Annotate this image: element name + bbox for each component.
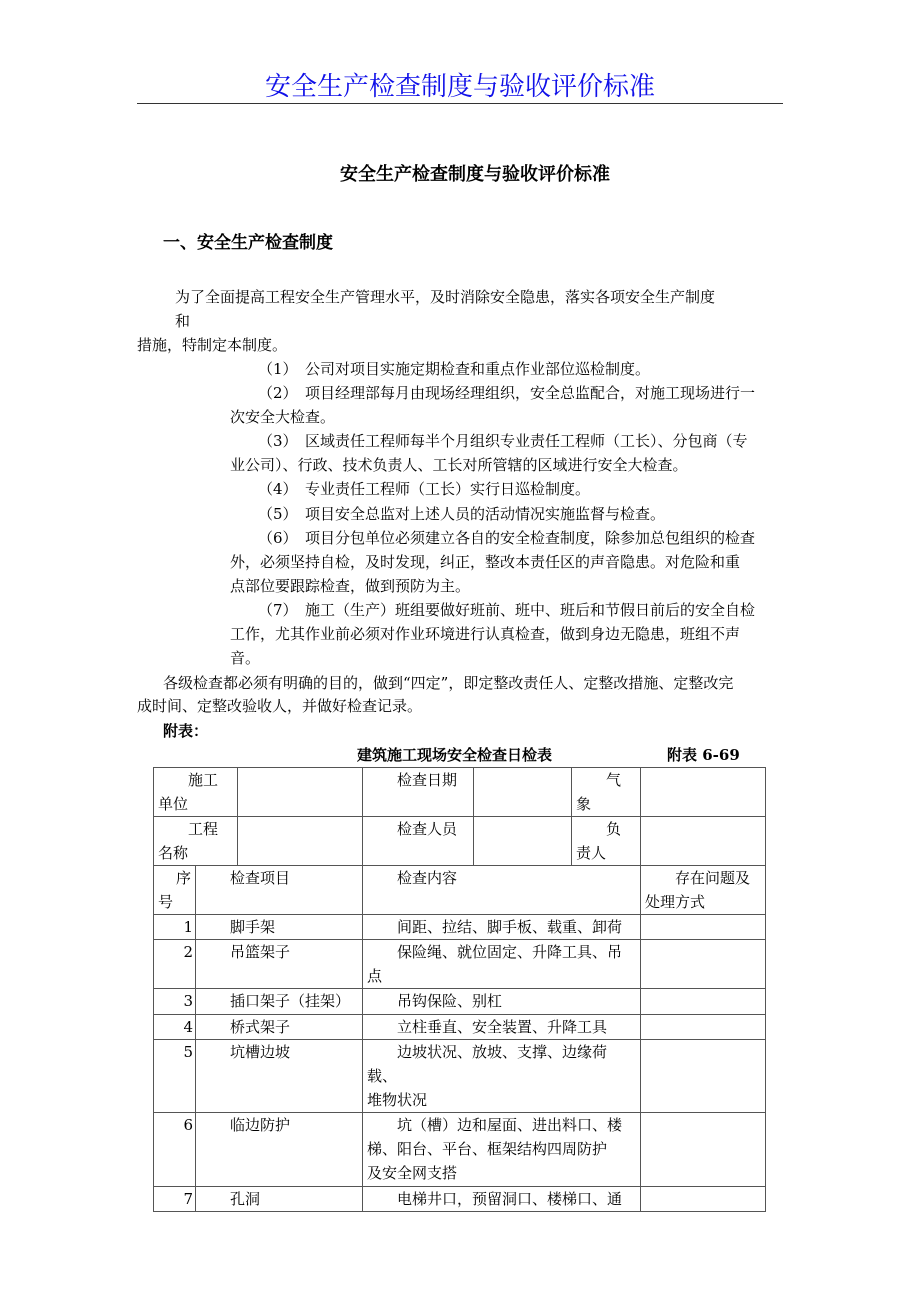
item-line: （3） 区域责任工程师每半个月组织专业责任工程师（工长）、分包商（专	[258, 432, 748, 450]
item-line: 外，必须坚持自检，及时发现，纠正，整改本责任区的声音隐患。对危险和重	[230, 553, 741, 571]
row-item: 脚手架	[196, 915, 363, 940]
item-line: （6） 项目分包单位必须建立各自的安全检查制度，除参加总包组织的检查	[258, 529, 756, 547]
row-content: 保险绳、就位固定、升降工具、吊 点	[363, 940, 641, 989]
item-line: （5） 项目安全总监对上述人员的活动情况实施监督与检查。	[258, 505, 666, 523]
intro-line: 和	[175, 312, 191, 330]
item-line: 次安全大检查。	[230, 408, 336, 426]
row-no: 3	[154, 989, 196, 1015]
intro-line: 措施，特制定本制度。	[137, 336, 288, 354]
document-title: 安全生产检查制度与验收评价标准	[340, 164, 610, 185]
header-item: 检查项目	[196, 866, 363, 915]
table-row	[154, 915, 766, 940]
item-line: （7） 施工（生产）班组要做好班前、班中、班后和节假日前后的安全自检	[258, 601, 756, 619]
header-no: 序 号	[154, 866, 196, 915]
item-line: 工作，尤其作业前必须对作业环境进行认真检查，做到身边无隐患，班组不声	[230, 625, 741, 643]
row-item: 桥式架子	[196, 1015, 363, 1040]
section-heading: 一、安全生产检查制度	[163, 233, 333, 253]
row-no: 7	[154, 1187, 196, 1212]
row-no: 2	[154, 940, 196, 989]
row-item: 孔洞	[196, 1187, 363, 1212]
item-line: 音。	[230, 649, 261, 667]
row-no: 1	[154, 915, 196, 940]
value-responsible[interactable]	[641, 817, 766, 866]
row-issue[interactable]	[641, 940, 766, 989]
row-issue[interactable]	[641, 989, 766, 1015]
appendix-label: 附表：	[163, 722, 209, 740]
row-item: 吊篮架子	[196, 940, 363, 989]
row-issue[interactable]	[641, 1187, 766, 1212]
row-issue[interactable]	[641, 915, 766, 940]
row-no: 5	[154, 1040, 196, 1113]
table-row	[154, 1113, 766, 1187]
row-issue[interactable]	[641, 1015, 766, 1040]
closing-line: 各级检查都必须有明确的目的，做到“四定”，即定整改责任人、定整改措施、定整改完	[163, 674, 734, 692]
label-date: 检查日期	[363, 768, 474, 817]
item-line: （2） 项目经理部每月由现场经理组织，安全总监配合，对施工现场进行一	[258, 384, 756, 402]
row-no: 4	[154, 1015, 196, 1040]
row-content: 立柱垂直、安全装置、升降工具	[363, 1015, 641, 1040]
table-row	[154, 1187, 766, 1212]
header-content: 检查内容	[363, 866, 641, 915]
label-unit: 施工 单位	[154, 768, 238, 817]
label-responsible: 负 责人	[572, 817, 641, 866]
inspection-table	[153, 767, 766, 1212]
row-content: 电梯井口，预留洞口、楼梯口、通	[363, 1187, 641, 1212]
item-line: （1） 公司对项目实施定期检查和重点作业部位巡检制度。	[258, 360, 651, 378]
row-no: 6	[154, 1113, 196, 1187]
row-issue[interactable]	[641, 1113, 766, 1187]
table-ref: 附表 6-69	[667, 746, 740, 764]
value-inspector[interactable]	[474, 817, 572, 866]
value-weather[interactable]	[641, 768, 766, 817]
row-content: 坑（槽）边和屋面、进出料口、楼 梯、阳台、平台、框架结构四周防护 及安全网支搭	[363, 1113, 641, 1187]
row-item: 坑槽边坡	[196, 1040, 363, 1113]
label-inspector: 检查人员	[363, 817, 474, 866]
value-date[interactable]	[474, 768, 572, 817]
table-caption: 建筑施工现场安全检查日检表	[357, 746, 553, 764]
item-line: （4） 专业责任工程师（工长）实行日巡检制度。	[258, 480, 591, 498]
row-content: 边坡状况、放坡、支撑、边缘荷载、 堆物状况	[363, 1040, 641, 1113]
header-rule	[137, 103, 783, 104]
table-row	[154, 989, 766, 1015]
row-content: 吊钩保险、别杠	[363, 989, 641, 1015]
label-project: 工程 名称	[154, 817, 238, 866]
intro-line: 为了全面提高工程安全生产管理水平，及时消除安全隐患，落实各项安全生产制度	[175, 288, 716, 306]
header-title: 安全生产检查制度与验收评价标准	[264, 72, 655, 102]
value-unit[interactable]	[238, 768, 363, 817]
closing-line: 成时间、定整改验收人，并做好检查记录。	[137, 697, 423, 715]
row-item: 插口架子（挂架）	[196, 989, 363, 1015]
label-weather: 气 象	[572, 768, 641, 817]
table-row	[154, 1040, 766, 1113]
item-line: 点部位要跟踪检查，做到预防为主。	[230, 577, 471, 595]
row-content: 间距、拉结、脚手板、载重、卸荷	[363, 915, 641, 940]
table-row	[154, 1015, 766, 1040]
value-project[interactable]	[238, 817, 363, 866]
row-issue[interactable]	[641, 1040, 766, 1113]
row-item: 临边防护	[196, 1113, 363, 1187]
header-issue: 存在问题及 处理方式	[641, 866, 766, 915]
table-row	[154, 940, 766, 989]
item-line: 业公司）、行政、技术负责人、工长对所管辖的区域进行安全大检查。	[230, 456, 688, 474]
